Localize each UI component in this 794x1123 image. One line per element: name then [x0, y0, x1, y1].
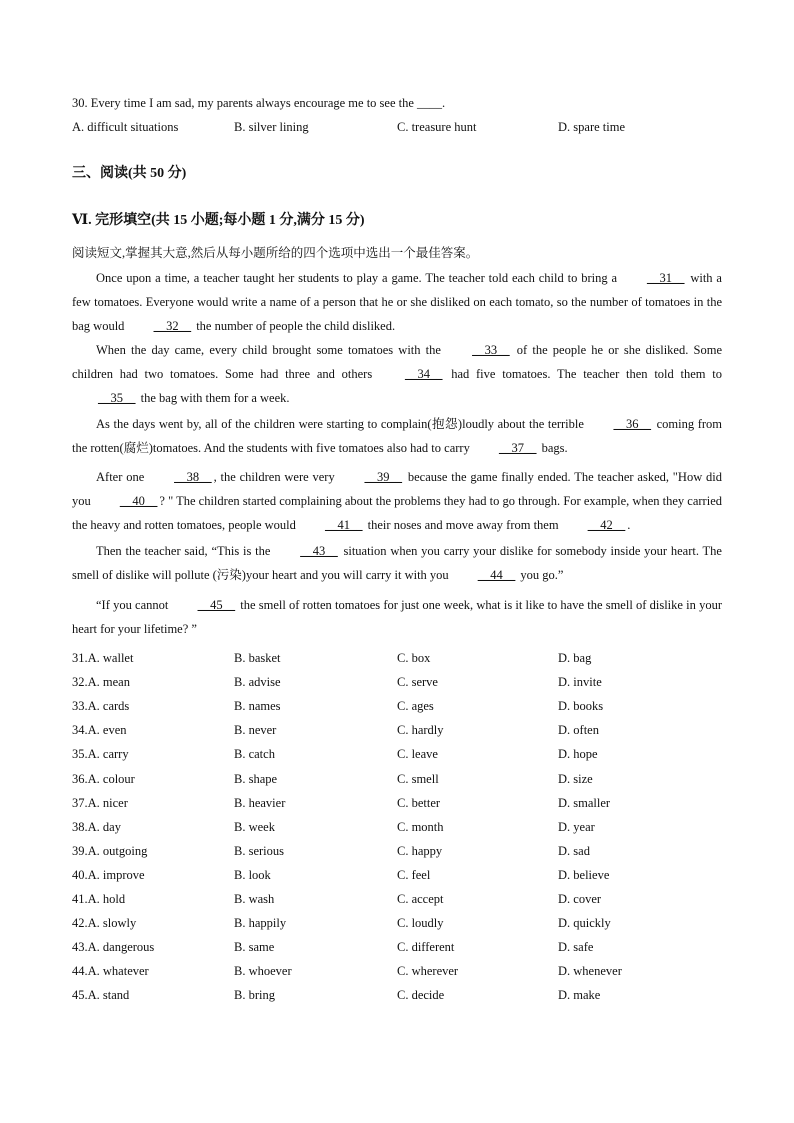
question-42-option-a: 42.A. slowly — [72, 916, 137, 931]
question-34-option-d: D. often — [558, 723, 599, 738]
passage-text: the bag with them for a week. — [137, 391, 290, 405]
question-34-option-c: C. hardly — [397, 723, 444, 738]
question-36-option-c: C. smell — [397, 771, 439, 786]
passage-text: After one — [96, 470, 149, 484]
blank-40: __40__ — [119, 494, 158, 508]
question-37-option-c: C. better — [397, 795, 441, 810]
passage-text: When the day came, every child brought some tomatoes with the — [96, 343, 447, 357]
question-37-option-a: 37.A. nicer — [72, 795, 128, 810]
question-44-option-a: 44.A. whatever — [72, 964, 149, 979]
question-40-option-c: C. feel — [397, 867, 431, 882]
question-32-option-d: D. invite — [558, 675, 602, 690]
passage-text: because the game finally ended. The teacher asked, "How did you — [72, 470, 723, 508]
question-44-option-c: C. wherever — [397, 964, 459, 979]
question-38-option-b: B. week — [234, 819, 275, 834]
blank-36: __36__ — [613, 417, 652, 431]
passage-text: the smell of rotten tomatoes for just one week, what is it like to have the smell of dislike in your heart for your lifetime? ” — [72, 598, 722, 636]
blank-39: __39__ — [364, 470, 403, 484]
q30-option-a: A. difficult situations — [72, 120, 179, 134]
question-41-option-a: 41.A. hold — [72, 892, 126, 906]
blank-45: __45__ — [197, 598, 236, 612]
question-43-option-a: 43.A. dangerous — [72, 940, 155, 955]
question-31-option-d: D. bag — [558, 651, 592, 665]
section-6-heading: Ⅵ. 完形填空(共 15 小题;每小题 1 分,满分 15 分) — [72, 213, 365, 228]
question-40-option-d: D. believe — [558, 867, 610, 882]
question-33-option-b: B. names — [234, 699, 281, 714]
passage-text: their noses and move away from them — [364, 518, 562, 532]
question-40-option-a: 40.A. improve — [72, 867, 145, 882]
question-45-option-d: D. make — [558, 988, 601, 1003]
question-43-option-c: C. different — [397, 940, 455, 955]
blank-42: __42__ — [587, 518, 626, 532]
passage-text: bags. — [538, 441, 568, 455]
question-32-option-c: C. serve — [397, 675, 438, 690]
passage-paragraph-1 — [72, 266, 722, 338]
question-39-option-b: B. serious — [234, 843, 284, 858]
passage-text: the number of people the child disliked. — [193, 319, 396, 333]
blank-43: __43__ — [300, 544, 338, 558]
passage-text: situation when you carry your dislike for somebody inside your heart. The smell of dislike will pollute (污染)your heart and you will carry it with you — [72, 544, 722, 582]
passage-text: of the people he or she disliked. Some children had two tomatoes. Some had three and others — [72, 343, 722, 381]
blank-35: __35__ — [98, 391, 136, 405]
blank-32: __32__ — [153, 319, 192, 333]
blank-41: __41__ — [325, 518, 363, 532]
question-39-option-c: C. happy — [397, 843, 443, 858]
question-36-option-a: 36.A. colour — [72, 771, 135, 786]
question-41-option-b: B. wash — [234, 892, 275, 906]
blank-33: __33__ — [472, 343, 510, 357]
passage-text: Once upon a time, a teacher taught her students to play a game. The teacher told each child to bring a — [96, 271, 621, 285]
passage-text: ? " The children started complaining about the problems they had to go through. For example, when they carried the heavy and rotten tomatoes, people would — [72, 494, 722, 532]
question-35-option-a: 35.A. carry — [72, 747, 129, 762]
blank-34: __34__ — [404, 367, 443, 381]
question-34-option-b: B. never — [234, 723, 277, 738]
blank-31: __31__ — [646, 271, 685, 285]
passage-text: Then the teacher said, “This is the — [96, 544, 275, 558]
passage-text: had five tomatoes. The teacher then told them to — [444, 367, 722, 381]
question-32-option-b: B. advise — [234, 675, 281, 690]
question-45-option-a: 45.A. stand — [72, 988, 130, 1003]
section-3-heading: 三、阅读(共 50 分) — [72, 166, 187, 181]
question-35-option-c: C. leave — [397, 747, 438, 762]
question-31-option-b: B. basket — [234, 651, 281, 665]
question-45-option-b: B. bring — [234, 988, 275, 1003]
passage-paragraph-5 — [72, 539, 722, 587]
passage-text: As the days went by, all of the children were starting to complain(抱怨)loudly about the terrible — [96, 417, 588, 431]
question-44-option-b: B. whoever — [234, 964, 292, 979]
question-44-option-d: D. whenever — [558, 964, 622, 979]
q30-option-d: D. spare time — [558, 120, 625, 134]
question-33-option-a: 33.A. cards — [72, 699, 130, 714]
passage-text: , the children were very — [213, 470, 339, 484]
blank-38: __38__ — [174, 470, 212, 484]
question-41-option-d: D. cover — [558, 892, 602, 906]
question-34-option-a: 34.A. even — [72, 723, 127, 738]
question-36-option-d: D. size — [558, 771, 593, 786]
passage-text: with a few tomatoes. Everyone would write a name of a person that he or she disliked on each tomato, so the number of tomatoes in the bag would — [72, 271, 722, 333]
question-43-option-b: B. same — [234, 940, 275, 955]
passage-text: you go.” — [517, 568, 564, 582]
question-32-option-a: 32.A. mean — [72, 675, 130, 690]
question-42-option-c: C. loudly — [397, 916, 444, 931]
passage-paragraph-2 — [72, 338, 722, 410]
question-38-option-d: D. year — [558, 819, 595, 834]
question-35-option-b: B. catch — [234, 747, 275, 762]
question-43-option-d: D. safe — [558, 940, 594, 955]
question-36-option-b: B. shape — [234, 771, 278, 786]
passage-text: “If you cannot — [96, 598, 172, 612]
passage-paragraph-3 — [72, 412, 722, 460]
question-38-option-c: C. month — [397, 819, 444, 834]
question-41-option-c: C. accept — [397, 892, 444, 906]
blank-44: __44__ — [477, 568, 516, 582]
question-39-option-d: D. sad — [558, 843, 590, 858]
q30-option-c: C. treasure hunt — [397, 120, 477, 134]
blank-37: __37__ — [498, 441, 537, 455]
q30-option-b: B. silver lining — [234, 120, 309, 134]
question-33-option-c: C. ages — [397, 699, 434, 714]
passage-text: coming from the rotten(腐烂)tomatoes. And the students with five tomatoes also had to carry — [72, 417, 722, 455]
passage-paragraph-4 — [72, 465, 722, 537]
cloze-instructions: 阅读短文,掌握其大意,然后从每小题所给的四个选项中选出一个最佳答案。 — [72, 246, 479, 260]
question-42-option-d: D. quickly — [558, 916, 611, 931]
question-45-option-c: C. decide — [397, 988, 445, 1003]
question-39-option-a: 39.A. outgoing — [72, 843, 148, 858]
question-31-option-c: C. box — [397, 651, 431, 665]
passage-paragraph-6 — [72, 593, 722, 641]
question-38-option-a: 38.A. day — [72, 819, 121, 834]
passage-text: . — [627, 518, 631, 532]
question-40-option-b: B. look — [234, 867, 271, 882]
question-37-option-b: B. heavier — [234, 795, 286, 810]
question-35-option-d: D. hope — [558, 747, 598, 762]
question-30-stem: 30. Every time I am sad, my parents always encourage me to see the ____. — [72, 96, 446, 110]
question-33-option-d: D. books — [558, 699, 604, 714]
question-31-option-a: 31.A. wallet — [72, 651, 134, 665]
question-37-option-d: D. smaller — [558, 795, 611, 810]
question-42-option-b: B. happily — [234, 916, 287, 931]
